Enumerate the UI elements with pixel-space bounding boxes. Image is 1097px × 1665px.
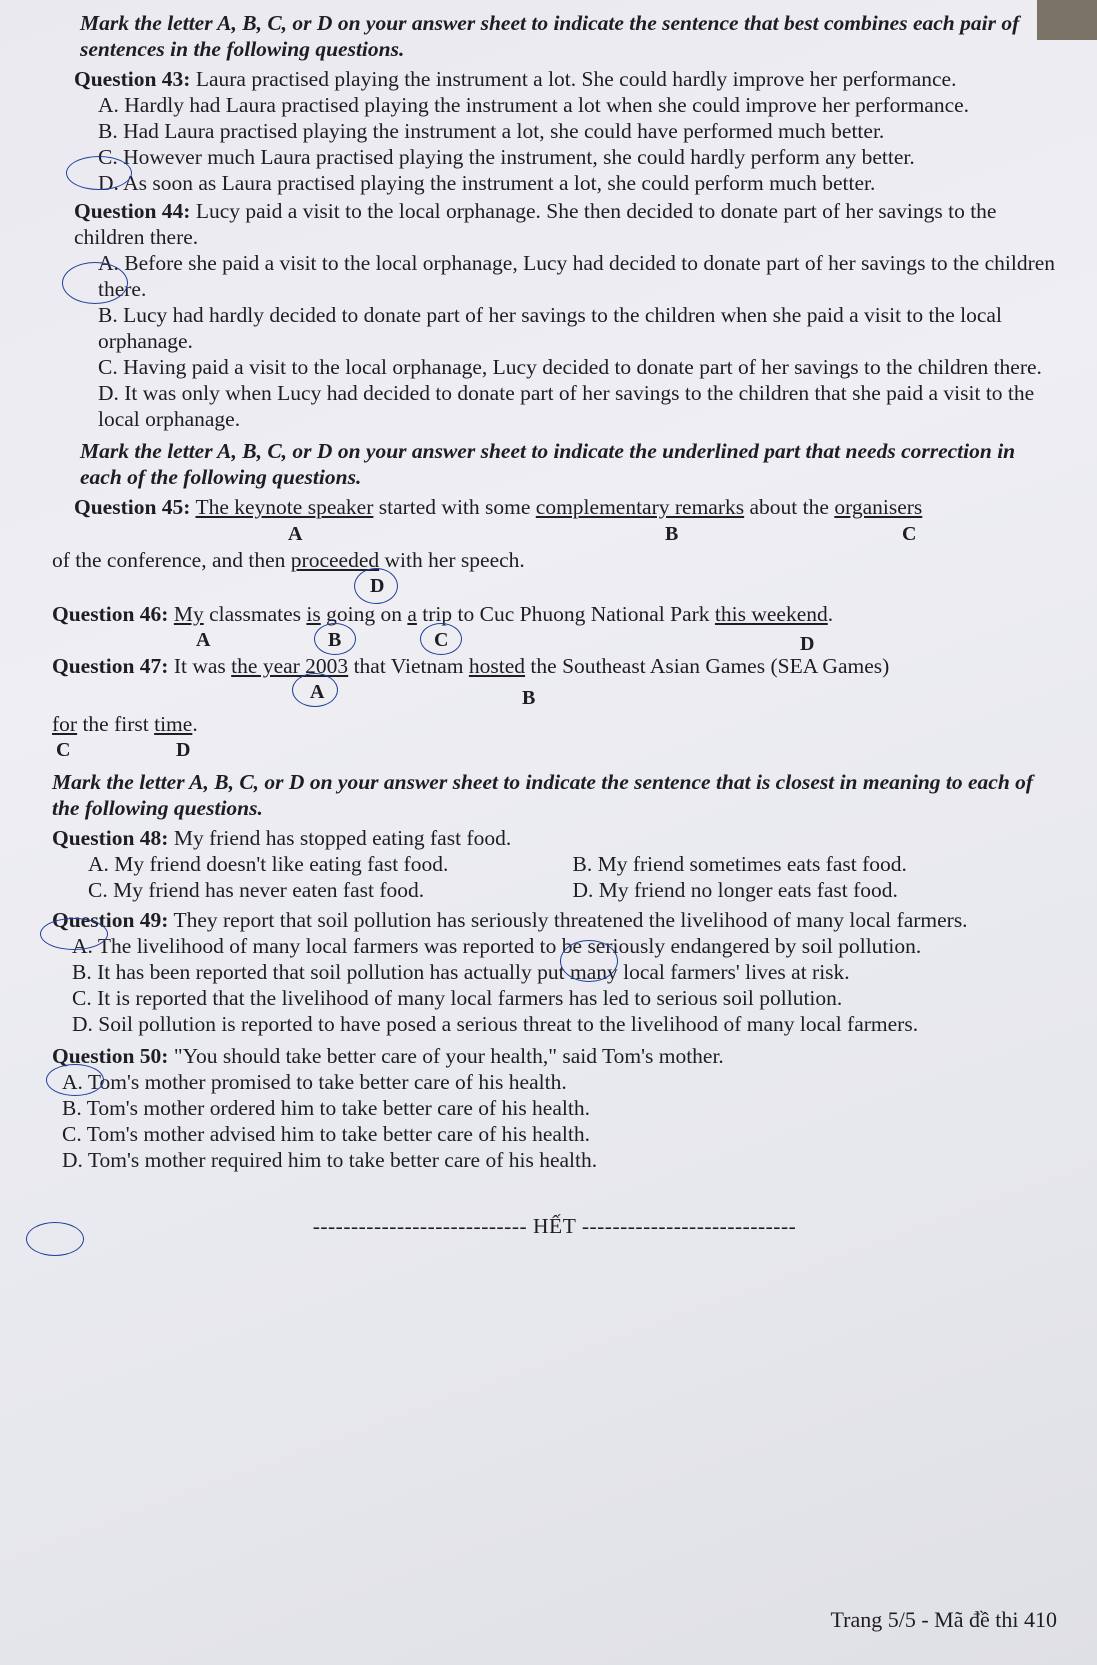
q50-option-a: A. Tom's mother promised to take better care of his health.: [62, 1070, 567, 1094]
pen-circle: [292, 673, 338, 707]
page-footer: Trang 5/5 - Mã đề thi 410: [830, 1607, 1057, 1632]
q45-part-c: organisers: [834, 495, 923, 519]
pen-circle: [62, 262, 128, 304]
q47-part-a: the year 2003: [231, 654, 349, 678]
q47-marks-row-2: [52, 737, 1057, 763]
question-49: Question 49: They report that soil pollution has seriously threatened the livelihood of many local farmers.: [52, 908, 968, 932]
q48-options-row-2: [88, 877, 1057, 903]
q48-option-d: D. My friend no longer eats fast food.: [572, 878, 898, 902]
q46-mark-c: C: [434, 629, 449, 651]
pen-circle: [314, 623, 356, 655]
q47-marks-row-1: [52, 679, 1057, 709]
q46-part-b: is: [306, 602, 321, 626]
q47-mark-d: D: [176, 739, 191, 761]
question-43: Question 43: Laura practised playing the instrument a lot. She could hardly improve her performance.: [74, 67, 957, 91]
question-48: Question 48: My friend has stopped eating fast food.: [52, 826, 512, 850]
q43-option-c: C. However much Laura practised playing the instrument, she could hardly perform any better.: [98, 145, 915, 169]
q47-part-c: for: [52, 712, 78, 736]
q43-option-a: A. Hardly had Laura practised playing the instrument a lot when she could improve her performance.: [98, 93, 970, 117]
pen-circle: [40, 918, 108, 950]
q45-mark-c: C: [902, 523, 917, 545]
question-45-cont: of the conference, and then proceeded with her speech.: [52, 548, 525, 572]
q50-option-d: D. Tom's mother required him to take better care of his health.: [62, 1148, 598, 1172]
q49-option-b: B. It has been reported that soil pollution has actually put many local farmers' lives at risk.: [72, 960, 850, 984]
q48-option-c: C. My friend has never eaten fast food.: [88, 878, 425, 902]
q47-mark-a: A: [310, 681, 325, 703]
q45-marks-row-1: [52, 521, 1057, 545]
pen-circle: [66, 156, 132, 190]
pen-circle: [560, 940, 618, 982]
q46-part-c: a: [407, 602, 417, 626]
pen-circle: [420, 623, 462, 655]
q45-marks-row-2: [52, 573, 1057, 599]
q47-mark-b: B: [522, 687, 536, 709]
question-45: Question 45: The keynote speaker started with some complementary remarks about the organisers: [74, 495, 923, 519]
pen-circle: [26, 1222, 84, 1256]
q49-option-d: D. Soil pollution is reported to have posed a serious threat to the livelihood of many local farmers.: [72, 1012, 919, 1036]
q46-mark-d: D: [800, 633, 815, 655]
q46-marks: [52, 627, 1057, 655]
q45-part-a: The keynote speaker: [195, 495, 374, 519]
question-47-cont: for the first time.: [52, 712, 198, 736]
q45-mark-b: B: [665, 523, 679, 545]
end-marker: ---------------------------- HẾT ----------------------------: [312, 1214, 797, 1238]
pen-circle: [354, 568, 398, 604]
q47-part-b: hosted: [468, 654, 526, 678]
instruction-correction: Mark the letter A, B, C, or D on your answer sheet to indicate the underlined part that needs correction in each of the following questions.: [80, 439, 1016, 489]
q49-option-c: C. It is reported that the livelihood of many local farmers has led to serious soil pollution.: [72, 986, 843, 1010]
q44-option-a: A. Before she paid a visit to the local orphanage, Lucy had decided to donate part of her savings to the children there.: [98, 251, 1056, 301]
question-47: Question 47: It was the year 2003 that Vietnam hosted the Southeast Asian Games (SEA Games): [52, 654, 890, 678]
q44-option-b: B. Lucy had hardly decided to donate part of her savings to the children when she paid a visit to the local orphanage.: [98, 303, 1002, 353]
q44-option-d: D. It was only when Lucy had decided to donate part of her savings to the children that she paid a visit to the local orphanage.: [98, 381, 1035, 431]
q50-option-b: B. Tom's mother ordered him to take better care of his health.: [62, 1096, 590, 1120]
q47-mark-c: C: [56, 739, 71, 761]
q46-part-d: this weekend: [714, 602, 828, 626]
question-44: Question 44: Lucy paid a visit to the local orphanage. She then decided to donate part of her savings to the children there.: [74, 199, 997, 249]
instruction-combine: Mark the letter A, B, C, or D on your answer sheet to indicate the sentence that best combines each pair of sentences in the following questions.: [80, 11, 1020, 61]
q46-mark-a: A: [196, 629, 211, 651]
q48-option-a: A. My friend doesn't like eating fast food.: [88, 852, 449, 876]
q49-option-a: A. The livelihood of many local farmers was reported to be seriously endangered by soil pollution.: [72, 934, 922, 958]
q46-mark-b: B: [328, 629, 342, 651]
q48-options-row-1: [88, 851, 1057, 877]
q48-option-b: B. My friend sometimes eats fast food.: [572, 852, 907, 876]
question-50: Question 50: "You should take better care of your health," said Tom's mother.: [52, 1044, 724, 1068]
page-content: [52, 10, 1057, 1239]
question-46: Question 46: My classmates is going on a trip to Cuc Phuong National Park this weekend.: [52, 602, 834, 626]
q45-part-b: complementary remarks: [535, 495, 745, 519]
q47-part-d: time: [154, 712, 193, 736]
q46-part-a: My: [173, 602, 204, 626]
q45-mark-d: D: [370, 575, 385, 597]
q45-mark-a: A: [288, 523, 303, 545]
q44-option-c: C. Having paid a visit to the local orphanage, Lucy decided to donate part of her savings to the children there.: [98, 355, 1042, 379]
q43-option-d: D. As soon as Laura practised playing the instrument a lot, she could perform much better.: [98, 171, 876, 195]
q45-part-d: proceeded: [290, 548, 380, 572]
instruction-meaning: Mark the letter A, B, C, or D on your answer sheet to indicate the sentence that is closest in meaning to each of the following questions.: [52, 770, 1034, 820]
pen-circle: [46, 1064, 104, 1096]
q50-option-c: C. Tom's mother advised him to take better care of his health.: [62, 1122, 590, 1146]
q43-option-b: B. Had Laura practised playing the instrument a lot, she could have performed much better.: [98, 119, 885, 143]
